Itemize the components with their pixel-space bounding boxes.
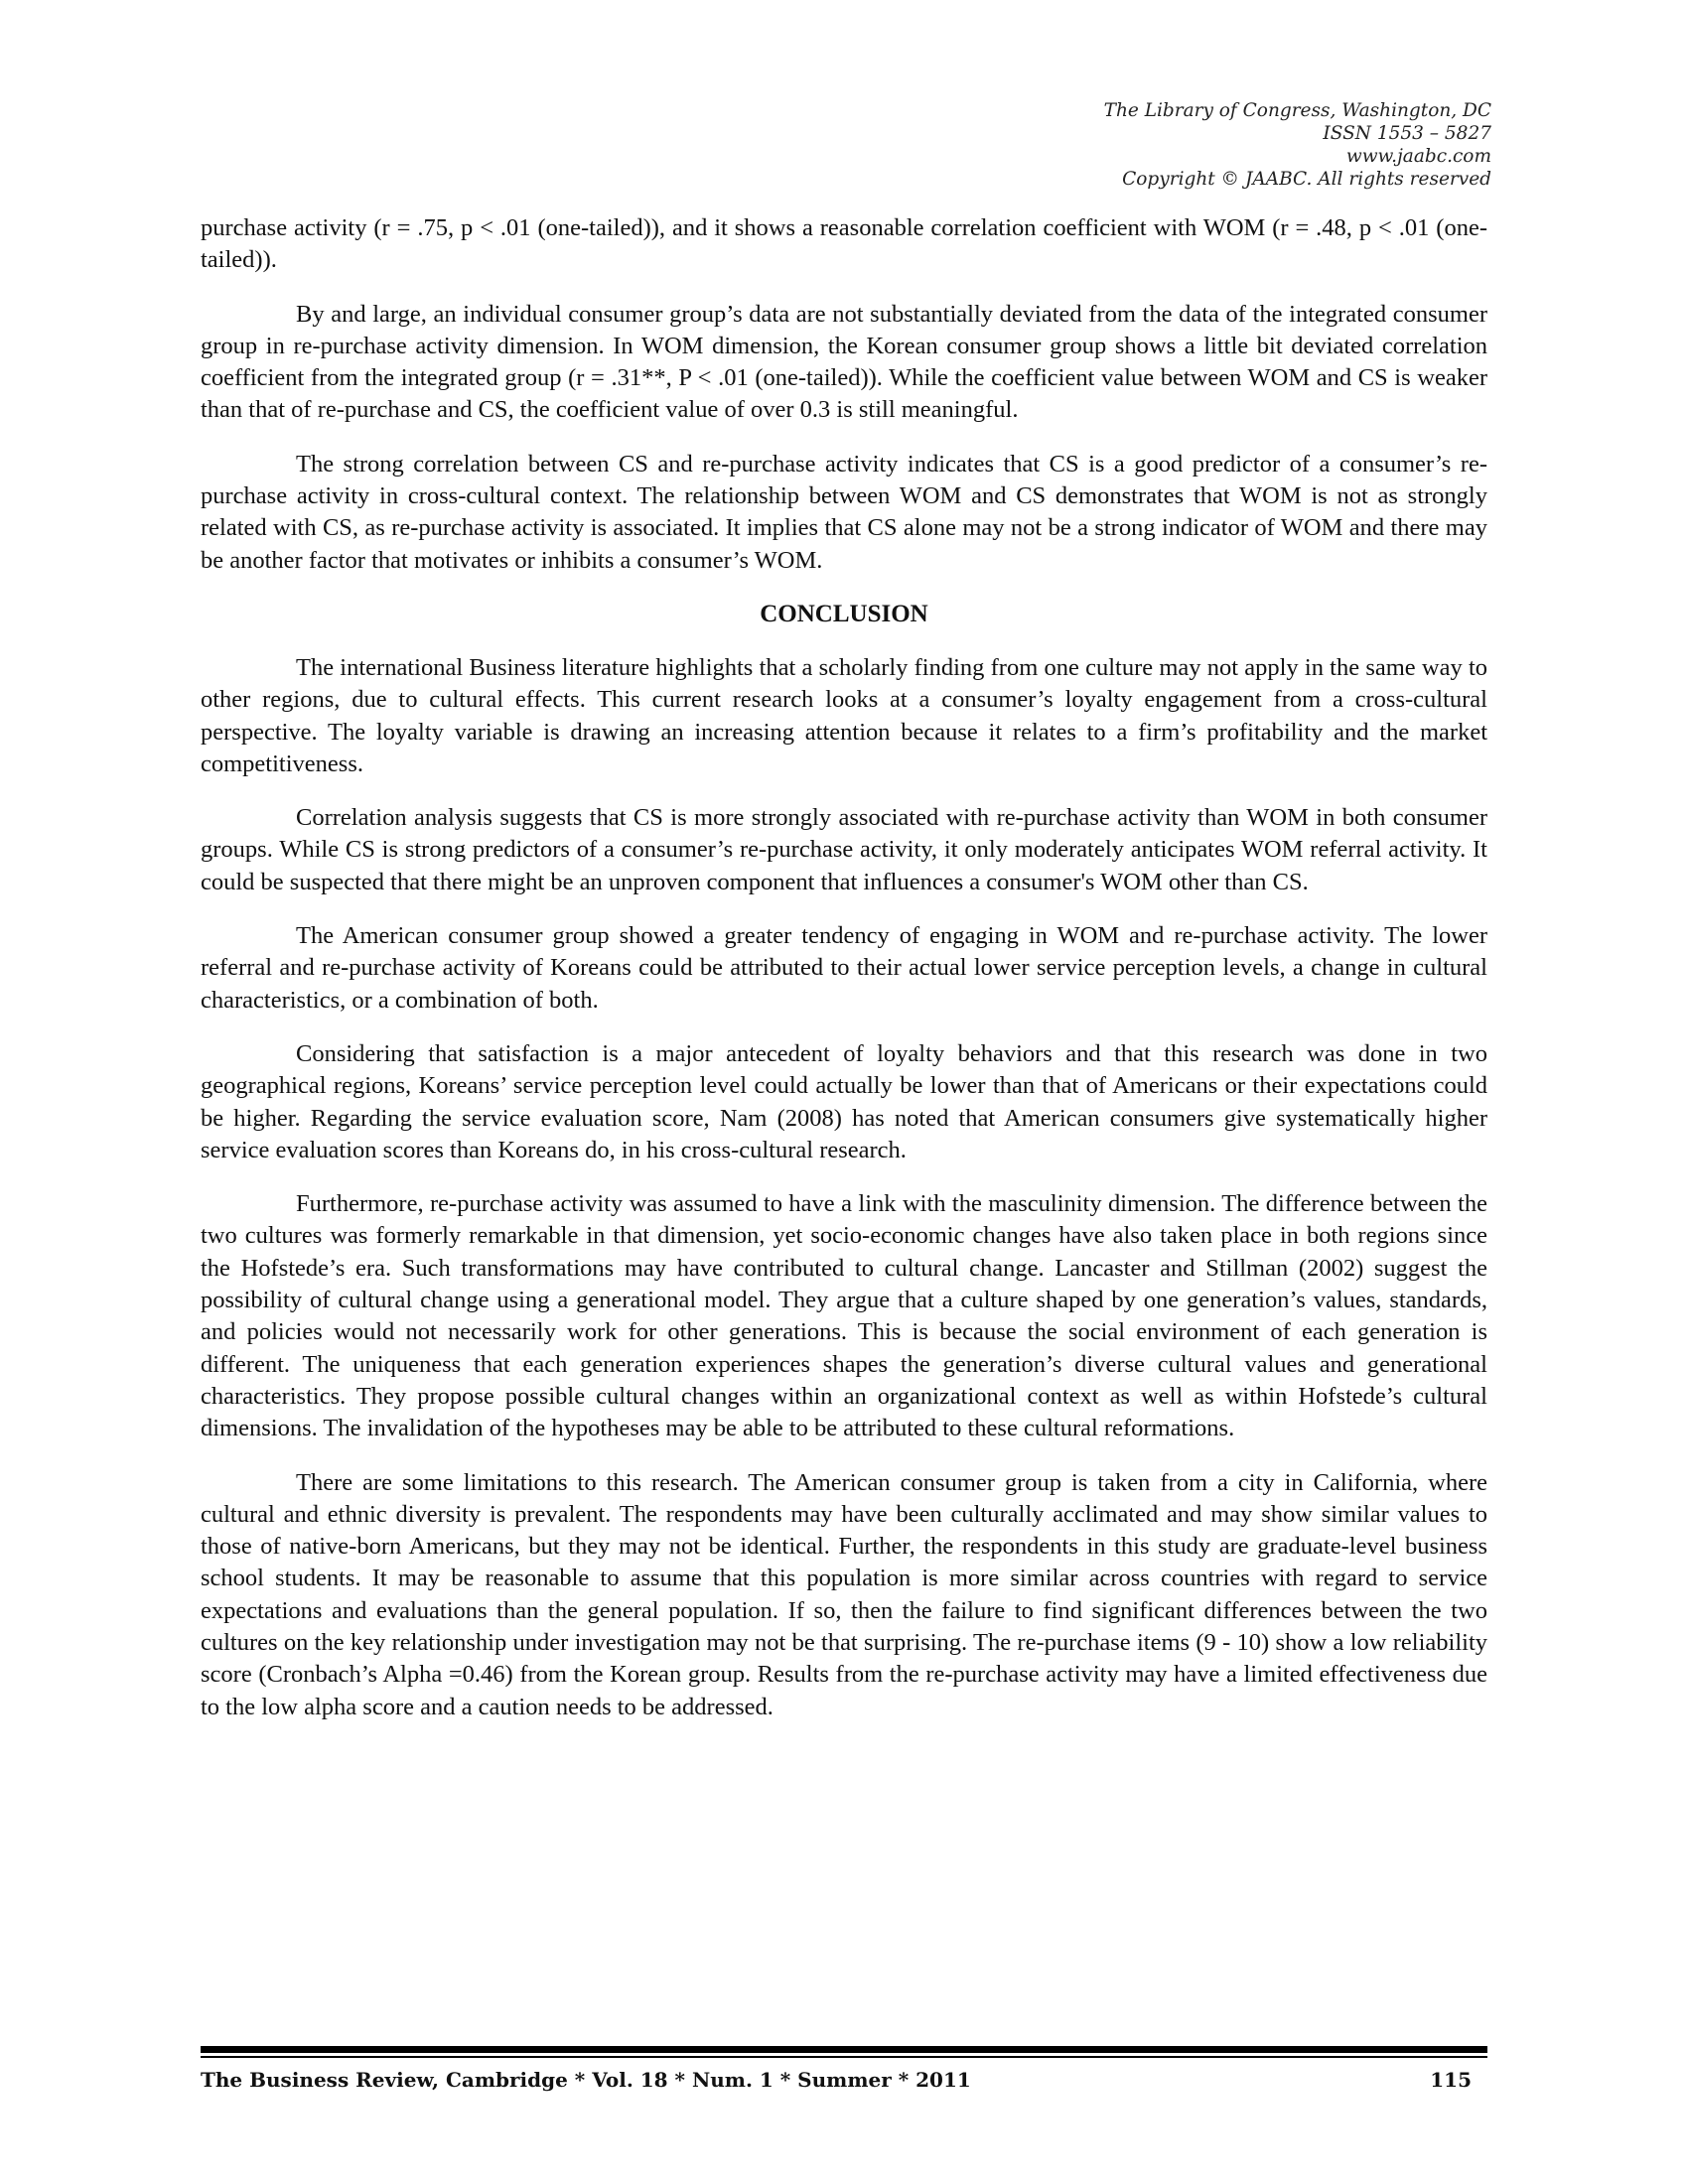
paragraph: There are some limitations to this research. The American consumer group is taken from a city in California, where cultural and ethnic diversity is prevalent. The respondents may have been culturally acclimated and may show similar values to those of native-born Americans, but they may not be identical. Further, the respondents in this study are graduate-level business school students. It may be reasonable to assume that this population is more similar across countries with regard to service expectations and evaluations than the general population. If so, then the failure to find significant differences between the two cultures on the key relationship under investigation may not be that surprising. The re-purchase items (9 - 10) show a low reliability score (Cronbach’s Alpha =0.46) from the Korean group. Results from the re-purchase activity may have a limited effectiveness due to the low alpha score and a caution needs to be addressed. bbox=[201, 1468, 1487, 1720]
footer-journal-citation: The Business Review, Cambridge * Vol. 18 * Num. 1 * Summer * 2011 bbox=[201, 2068, 971, 2092]
paragraph-continuation: purchase activity (r = .75, p < .01 (one-tailed)), and it shows a reasonable correlation coefficient with WOM (r = .48, p < .01 (one-tailed)). bbox=[201, 214, 1487, 274]
page-number: 115 bbox=[1430, 2068, 1472, 2092]
running-header bbox=[1104, 99, 1491, 191]
paragraph: The strong correlation between CS and re-purchase activity indicates that CS is a good predictor of a consumer’s re-purchase activity in cross-cultural context. The relationship between WOM and CS demonstrates that WOM is not as strongly related with CS, as re-purchase activity is associated. It implies that CS alone may not be a strong indicator of WOM and there may be another factor that motivates or inhibits a consumer’s WOM. bbox=[201, 450, 1487, 574]
header-copyright-line: Copyright © JAABC. All rights reserved bbox=[1122, 169, 1491, 190]
header-library-line: The Library of Congress, Washington, DC bbox=[1103, 100, 1491, 121]
header-website-line: www.jaabc.com bbox=[1345, 146, 1491, 167]
paragraph: Correlation analysis suggests that CS is more strongly associated with re-purchase activity than WOM in both consumer groups. While CS is strong predictors of a consumer’s re-purchase activity, it only moderately anticipates WOM referral activity. It could be suspected that there might be an unproven component that influences a consumer's WOM other than CS. bbox=[201, 804, 1487, 895]
paragraph: The American consumer group showed a greater tendency of engaging in WOM and re-purchase activity. The lower referral and re-purchase activity of Koreans could be attributed to their actual lower service perception levels, a change in cultural characteristics, or a combination of both. bbox=[201, 922, 1487, 1014]
paragraph: By and large, an individual consumer group’s data are not substantially deviated from the data of the integrated consumer group in re-purchase activity dimension. In WOM dimension, the Korean consumer group shows a little bit deviated correlation coefficient from the integrated group (r = .31**, P < .01 (one-tailed)). While the coefficient value between WOM and CS is weaker than that of re-purchase and CS, the coefficient value of over 0.3 is still meaningful. bbox=[201, 300, 1487, 424]
paragraph: Furthermore, re-purchase activity was assumed to have a link with the masculinity dimension. The difference between the two cultures was formerly remarkable in that dimension, yet socio-economic changes have also taken place in both regions since the Hofstede’s era. Such transformations may have contributed to cultural change. Lancaster and Stillman (2002) suggest the possibility of cultural change using a generational model. They argue that a culture shaped by one generation’s values, standards, and policies would not necessarily work for other generations. This is because the social environment of each generation is different. The uniqueness that each generation experiences shapes the generation’s diverse cultural values and generational characteristics. They propose possible cultural changes within an organizational context as well as within Hofstede’s cultural dimensions. The invalidation of the hypotheses may be able to be attributed to these cultural reformations. bbox=[201, 1190, 1487, 1442]
section-heading-conclusion: CONCLUSION bbox=[760, 600, 928, 627]
footer-divider-thin bbox=[201, 2056, 1487, 2058]
footer-divider-thick bbox=[201, 2046, 1487, 2053]
paragraph: The international Business literature highlights that a scholarly finding from one culture may not apply in the same way to other regions, due to cultural effects. This current research looks at a consumer’s loyalty engagement from a cross-cultural perspective. The loyalty variable is drawing an increasing attention because it relates to a firm’s profitability and the market competitiveness. bbox=[201, 653, 1487, 777]
paragraph: Considering that satisfaction is a major antecedent of loyalty behaviors and that this research was done in two geographical regions, Koreans’ service perception level could actually be lower than that of Americans or their expectations could be higher. Regarding the service evaluation score, Nam (2008) has noted that American consumers give systematically higher service evaluation scores than Koreans do, in his cross-cultural research. bbox=[201, 1039, 1487, 1163]
article-body bbox=[201, 212, 1487, 1723]
header-issn-line: ISSN 1553 – 5827 bbox=[1323, 123, 1491, 144]
